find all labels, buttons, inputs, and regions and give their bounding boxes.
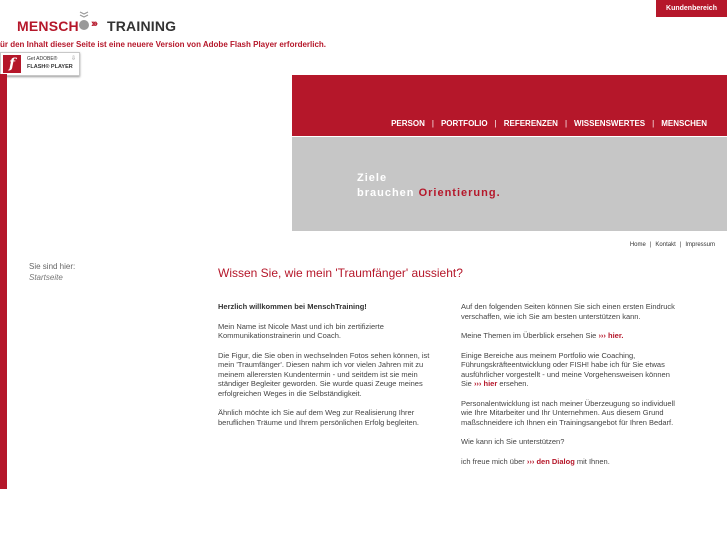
portfolio-text: Einige Bereiche aus meinem Portfolio wie Coaching, Führungskräfteentwicklung oder FISH! habe ich für Sie etwas ausführlicher vorgestellt - und meine Vorgehensweisen können Sie — [461, 350, 670, 388]
overview-paragraph: Auf den folgenden Seiten können Sie sich einen ersten Eindruck verschaffen, wie ich Sie am besten unterstützen kann. — [461, 302, 675, 321]
page-title: Wissen Sie, wie mein 'Traumfänger' aussieht? — [218, 266, 463, 280]
nav-separator: | — [564, 119, 568, 128]
utility-links — [630, 242, 715, 248]
welcome-heading: Herzlich willkommen bei MenschTraining! — [218, 302, 367, 311]
logo-word-mensch: MENSCH — [17, 18, 79, 34]
utility-separator: | — [649, 242, 652, 248]
nav-item-referenzen[interactable]: REFERENZEN — [503, 119, 558, 128]
impressum-link[interactable]: Impressum — [685, 242, 715, 248]
download-icon: ⇩ — [71, 56, 77, 62]
figure-icon — [78, 10, 90, 34]
logo-arrows: ››› — [91, 18, 96, 30]
banner-line-2 — [357, 187, 501, 199]
dialog-text: ich freue mich über — [461, 456, 527, 466]
nav-separator: | — [494, 119, 497, 128]
breadcrumb-startseite[interactable]: Startseite — [29, 273, 63, 282]
themes-text: Meine Themen im Überblick ersehen Sie — [461, 331, 599, 340]
kundenbereich-button[interactable]: Kundenbereich — [656, 0, 727, 17]
hero-banner — [292, 137, 727, 231]
portfolio-text-after: ersehen. — [497, 379, 529, 388]
portfolio-paragraph — [461, 351, 681, 389]
nav-item-wissenswertes[interactable]: WISSENSWERTES — [574, 119, 646, 128]
themes-link[interactable]: ››› hier. — [598, 331, 624, 340]
intro-paragraph: Mein Name ist Nicole Mast und ich bin zertifizierte Kommunikationstrainerin und Coach. — [218, 321, 384, 340]
nav-separator: | — [652, 119, 655, 128]
breadcrumb-label: Sie sind hier: — [29, 262, 76, 271]
nav-item-portfolio[interactable]: PORTFOLIO — [440, 119, 488, 128]
logo-word-training: TRAINING — [107, 18, 177, 34]
logo[interactable] — [17, 10, 177, 34]
content-column-right — [461, 302, 681, 476]
themes-paragraph — [461, 331, 681, 341]
dialog-text-after: mit Ihnen. — [574, 456, 610, 466]
get-flash-player-button[interactable] — [0, 52, 80, 76]
left-accent-bar — [0, 74, 7, 489]
support-paragraph: Ähnlich möchte ich Sie auf dem Weg zur Realisierung Ihrer beruflichen Träume und Ihrem persönlichen Erfolg begleiten. — [218, 408, 419, 427]
dialog-paragraph — [461, 457, 681, 467]
nav-item-person[interactable]: PERSON — [391, 119, 425, 128]
kontakt-link[interactable]: Kontakt — [655, 242, 676, 248]
dialog-link[interactable]: ››› den Dialog — [526, 456, 575, 466]
nav-header-block — [292, 75, 727, 136]
banner-highlight: Orientierung. — [418, 187, 501, 199]
main-navigation — [391, 119, 707, 128]
banner-line-1: Ziele — [357, 172, 388, 184]
figure-paragraph: Die Figur, die Sie oben in wechselnden Fotos sehen können, ist mein 'Traumfänger'. Diesen nahm ich vor vielen Jahren mit zu meinem allerersten Kundentermin - und seitdem ist sie mein ständiger Begleiter geworden. Sie wurde quasi Zeuge meines erfolgreichen Weges in die Selbständigkeit. — [218, 350, 430, 398]
utility-separator: | — [679, 242, 682, 248]
personnel-paragraph: Personalentwicklung ist nach meiner Überzeugung so individuell wie Ihre Mitarbeiter und Ihr Unternehmen. Aus diesem Grund maßschneidere ich Ihnen ein Trainingsangebot für Ihren Bedarf. — [461, 398, 675, 427]
content-column-left — [218, 302, 438, 437]
home-link[interactable]: Home — [629, 242, 646, 248]
approach-link[interactable]: ››› hier — [473, 379, 498, 388]
banner-line-2-text: brauchen — [357, 187, 419, 199]
flash-logo-icon: f — [3, 55, 21, 73]
flash-badge-player: FLASH® PLAYER — [27, 64, 73, 70]
nav-separator: | — [431, 119, 434, 128]
nav-item-menschen[interactable]: MENSCHEN — [661, 119, 707, 128]
flash-badge-get: Get ADOBE® — [27, 56, 58, 62]
flash-required-message: ür den Inhalt dieser Seite ist eine neuere Version von Adobe Flash Player erforderlich. — [0, 40, 327, 49]
question-paragraph: Wie kann ich Sie unterstützen? — [461, 437, 565, 446]
